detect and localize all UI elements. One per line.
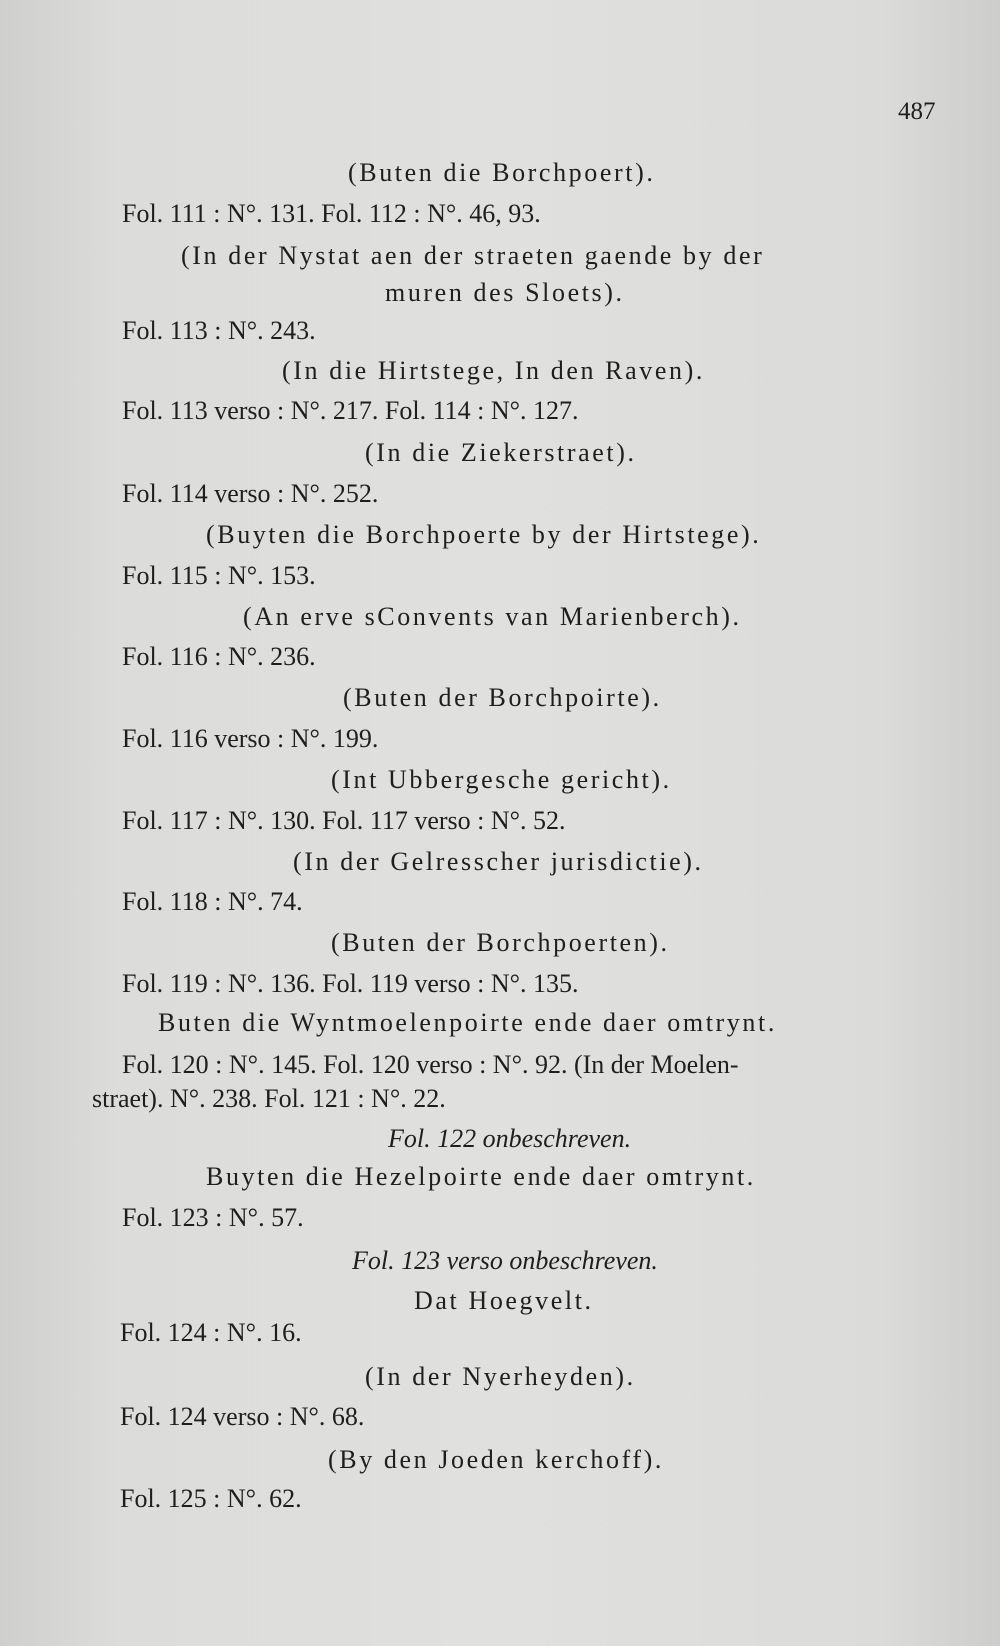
section-heading: (Buyten die Borchpoerte by der Hirtstege).: [206, 520, 762, 549]
folio-entry: Fol. 111 : N°. 131. Fol. 112 : N°. 46, 93.: [122, 199, 541, 228]
folio-entry: Fol. 114 verso : N°. 252.: [122, 479, 379, 508]
section-heading: Dat Hoegvelt.: [414, 1286, 594, 1315]
folio-note: Fol. 123 verso onbeschreven.: [352, 1246, 658, 1275]
section-heading: (Int Ubbergesche gericht).: [331, 765, 672, 794]
page-number: 487: [898, 98, 936, 125]
folio-entry: Fol. 116 verso : N°. 199.: [122, 724, 379, 753]
folio-entry: Fol. 117 : N°. 130. Fol. 117 verso : N°. 52.: [122, 806, 566, 835]
folio-entry: Fol. 113 verso : N°. 217. Fol. 114 : N°. 127.: [122, 396, 579, 425]
folio-entry: Fol. 124 : N°. 16.: [120, 1318, 302, 1347]
section-heading: (Buten der Borchpoirte).: [343, 683, 662, 712]
section-heading: (In der Nystat aen der straeten gaende by der: [181, 241, 765, 270]
folio-entry: Fol. 125 : N°. 62.: [120, 1484, 302, 1513]
section-heading: (By den Joeden kerchoff).: [328, 1445, 664, 1474]
folio-entry: Fol. 123 : N°. 57.: [122, 1203, 304, 1232]
folio-entry: Fol. 116 : N°. 236.: [122, 642, 316, 671]
section-heading: (In die Ziekerstraet).: [365, 438, 637, 467]
section-heading: (Buten der Borchpoerten).: [331, 928, 670, 957]
section-heading: (In die Hirtstege, In den Raven).: [282, 356, 705, 385]
folio-entry: Fol. 113 : N°. 243.: [122, 316, 316, 345]
section-heading: (In der Gelresscher jurisdictie).: [293, 847, 704, 876]
section-heading: (Buten die Borchpoert).: [348, 158, 656, 187]
folio-entry: Fol. 119 : N°. 136. Fol. 119 verso : N°. 135.: [122, 969, 579, 998]
section-heading: muren des Sloets).: [385, 278, 625, 307]
section-heading: Buyten die Hezelpoirte ende daer omtrynt.: [206, 1162, 756, 1191]
section-heading: Buten die Wyntmoelenpoirte ende daer omtrynt.: [158, 1008, 777, 1037]
section-heading: (In der Nyerheyden).: [365, 1362, 636, 1391]
section-heading: (An erve sConvents van Marienberch).: [243, 602, 742, 631]
folio-entry: straet). N°. 238. Fol. 121 : N°. 22.: [92, 1084, 446, 1113]
folio-entry: Fol. 124 verso : N°. 68.: [120, 1402, 365, 1431]
folio-note: Fol. 122 onbeschreven.: [388, 1124, 632, 1153]
folio-entry: Fol. 120 : N°. 145. Fol. 120 verso : N°. 92. (In der Moelen-: [122, 1050, 739, 1079]
folio-entry: Fol. 118 : N°. 74.: [122, 887, 303, 916]
folio-entry: Fol. 115 : N°. 153.: [122, 561, 316, 590]
